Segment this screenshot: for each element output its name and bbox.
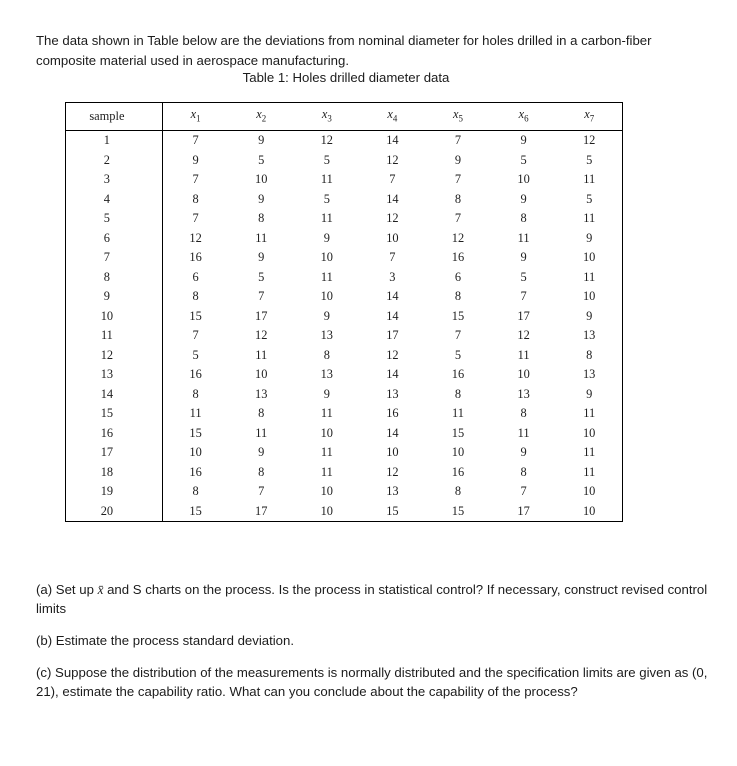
cell-x2: 17 xyxy=(255,503,268,518)
cell-x4: 14 xyxy=(386,191,399,206)
cell-x4: 12 xyxy=(386,211,399,226)
table-row xyxy=(66,229,623,249)
cell-x7: 10 xyxy=(582,425,596,440)
cell-x2: 9 xyxy=(258,133,265,148)
table-row xyxy=(66,404,623,424)
table-row xyxy=(66,502,623,522)
question-c: (c) Suppose the distribution of the measurements is normally distributed and the specification limits are given as (0, 21), estimate the capability ratio. What can you conclude about the capability of the process? xyxy=(36,665,708,699)
cell-x7: 11 xyxy=(583,269,596,284)
table-row xyxy=(66,170,623,190)
cell-x4: 16 xyxy=(386,406,399,421)
cell-x4: 14 xyxy=(386,425,399,440)
cell-sample: 18 xyxy=(66,463,163,483)
cell-x6: 9 xyxy=(520,133,527,148)
cell-sample: 4 xyxy=(66,190,163,210)
cell-x2: 9 xyxy=(258,250,265,265)
cell-x5: 5 xyxy=(454,347,462,362)
cell-x4: 10 xyxy=(386,230,399,245)
cell-x6: 8 xyxy=(520,211,527,226)
cell-sample: 8 xyxy=(66,268,163,288)
cell-x2: 8 xyxy=(258,211,265,226)
cell-x5: 7 xyxy=(454,172,462,187)
cell-x4: 7 xyxy=(389,172,396,187)
cell-x3: 10 xyxy=(320,503,333,518)
data-table-container xyxy=(65,102,623,522)
table-row xyxy=(66,268,623,288)
question-b: (b) Estimate the process standard deviation. xyxy=(36,633,295,648)
table-caption: Table 1: Holes drilled diameter data xyxy=(242,70,450,85)
cell-x7: 9 xyxy=(586,230,593,245)
table-row xyxy=(66,190,623,210)
cell-x5: 10 xyxy=(451,445,465,460)
cell-x5: 15 xyxy=(451,308,465,323)
cell-x5: 7 xyxy=(454,211,462,226)
cell-sample: 20 xyxy=(66,502,163,522)
cell-x5: 16 xyxy=(451,367,465,382)
cell-x7: 9 xyxy=(586,386,593,401)
cell-x3: 12 xyxy=(320,133,333,148)
cell-x5: 11 xyxy=(452,406,464,421)
cell-x2: 11 xyxy=(255,425,268,440)
cell-x6: 10 xyxy=(517,367,530,382)
cell-sample: 9 xyxy=(66,287,163,307)
questions-section xyxy=(36,580,716,701)
cell-x2: 8 xyxy=(258,406,265,421)
cell-x4: 14 xyxy=(386,133,399,148)
cell-x3: 9 xyxy=(323,308,330,323)
cell-x7: 11 xyxy=(583,211,596,226)
table-header xyxy=(66,103,623,131)
cell-x4: 12 xyxy=(386,152,399,167)
cell-x5: 15 xyxy=(451,425,465,440)
cell-x4: 13 xyxy=(386,386,399,401)
table-row xyxy=(66,287,623,307)
table-body xyxy=(66,131,623,522)
cell-sample: 17 xyxy=(66,443,163,463)
table-row xyxy=(66,151,623,171)
table-row xyxy=(66,326,623,346)
cell-x4: 12 xyxy=(386,464,399,479)
table-row xyxy=(66,131,623,151)
cell-x5: 16 xyxy=(451,464,465,479)
cell-x3: 10 xyxy=(320,484,333,499)
cell-x7: 10 xyxy=(582,503,596,518)
column-header-x5: $x_5$ xyxy=(425,103,491,131)
cell-sample: 2 xyxy=(66,151,163,171)
cell-x4: 12 xyxy=(386,347,399,362)
question-a xyxy=(36,580,716,618)
cell-x1: 8 xyxy=(192,484,199,499)
table-row xyxy=(66,443,623,463)
cell-x3: 5 xyxy=(323,152,330,167)
cell-x6: 11 xyxy=(517,230,530,245)
cell-x1: 16 xyxy=(189,367,202,382)
cell-x5: 12 xyxy=(451,230,465,245)
cell-x5: 8 xyxy=(454,289,462,304)
cell-x7: 10 xyxy=(582,289,596,304)
cell-x7: 11 xyxy=(583,172,596,187)
cell-x7: 13 xyxy=(582,367,596,382)
cell-x4: 14 xyxy=(386,308,399,323)
cell-x1: 10 xyxy=(189,445,202,460)
cell-x3: 11 xyxy=(320,211,333,226)
cell-x6: 9 xyxy=(520,445,527,460)
cell-x1: 16 xyxy=(189,250,202,265)
cell-x1: 15 xyxy=(189,425,202,440)
cell-x6: 8 xyxy=(520,464,527,479)
cell-x7: 8 xyxy=(586,347,593,362)
cell-x4: 15 xyxy=(386,503,399,518)
cell-x4: 14 xyxy=(386,367,399,382)
cell-x2: 12 xyxy=(255,328,268,343)
cell-x1: 7 xyxy=(192,328,199,343)
cell-x7: 11 xyxy=(583,406,596,421)
cell-x6: 7 xyxy=(520,484,527,499)
cell-x2: 11 xyxy=(255,230,268,245)
cell-sample: 11 xyxy=(66,326,163,346)
table-row xyxy=(66,463,623,483)
column-header-x4: $x_4$ xyxy=(360,103,426,131)
cell-x5: 8 xyxy=(454,386,462,401)
cell-sample: 15 xyxy=(66,404,163,424)
cell-sample: 13 xyxy=(66,365,163,385)
cell-x7: 10 xyxy=(582,484,596,499)
cell-x3: 10 xyxy=(320,425,333,440)
table-header-row xyxy=(66,103,623,131)
cell-x1: 5 xyxy=(192,347,199,362)
cell-x6: 11 xyxy=(517,425,530,440)
cell-x3: 11 xyxy=(320,269,333,284)
holes-diameter-table xyxy=(65,102,623,522)
table-row xyxy=(66,482,623,502)
column-header-x3: $x_3$ xyxy=(294,103,360,131)
cell-x2: 9 xyxy=(258,191,265,206)
cell-x4: 3 xyxy=(389,269,396,284)
cell-sample: 16 xyxy=(66,424,163,444)
cell-sample: 10 xyxy=(66,307,163,327)
cell-x2: 10 xyxy=(255,367,268,382)
cell-x1: 7 xyxy=(192,172,199,187)
cell-x3: 11 xyxy=(320,406,333,421)
cell-x7: 5 xyxy=(586,191,593,206)
table-row xyxy=(66,424,623,444)
cell-x1: 9 xyxy=(192,152,199,167)
question-a-text-1: (a) Set up xyxy=(36,582,98,597)
table-row xyxy=(66,248,623,268)
cell-x2: 11 xyxy=(255,347,268,362)
cell-x1: 12 xyxy=(189,230,202,245)
cell-x7: 9 xyxy=(586,308,593,323)
cell-x3: 11 xyxy=(320,172,333,187)
cell-x5: 8 xyxy=(454,191,462,206)
cell-sample: 1 xyxy=(66,131,163,151)
cell-x6: 10 xyxy=(517,172,530,187)
cell-x1: 15 xyxy=(189,503,202,518)
cell-x6: 13 xyxy=(517,386,530,401)
cell-x3: 8 xyxy=(323,347,330,362)
cell-sample: 5 xyxy=(66,209,163,229)
column-header-x2: $x_2$ xyxy=(228,103,294,131)
table-row xyxy=(66,209,623,229)
cell-sample: 12 xyxy=(66,346,163,366)
x-bar-symbol: x̄ xyxy=(97,582,104,597)
column-header-x7: $x_7$ xyxy=(556,103,622,131)
cell-x5: 9 xyxy=(454,152,462,167)
cell-x6: 9 xyxy=(520,191,527,206)
column-header-sample: sample xyxy=(66,103,163,131)
cell-x6: 11 xyxy=(517,347,530,362)
column-header-x1: $x_1$ xyxy=(162,103,228,131)
cell-x5: 8 xyxy=(454,484,462,499)
cell-x6: 8 xyxy=(520,406,527,421)
table-row xyxy=(66,365,623,385)
cell-x6: 17 xyxy=(517,308,530,323)
cell-sample: 6 xyxy=(66,229,163,249)
cell-x4: 14 xyxy=(386,289,399,304)
cell-x1: 16 xyxy=(189,464,202,479)
cell-x1: 7 xyxy=(192,211,199,226)
cell-x6: 5 xyxy=(520,269,527,284)
column-header-x6: $x_6$ xyxy=(491,103,557,131)
cell-x7: 11 xyxy=(583,464,596,479)
cell-x3: 9 xyxy=(323,230,330,245)
cell-x7: 10 xyxy=(582,250,596,265)
table-row xyxy=(66,307,623,327)
cell-x6: 5 xyxy=(520,152,527,167)
cell-x3: 11 xyxy=(320,464,333,479)
cell-x2: 9 xyxy=(258,445,265,460)
cell-x2: 7 xyxy=(258,289,265,304)
cell-x6: 17 xyxy=(517,503,530,518)
cell-x7: 12 xyxy=(582,133,596,148)
cell-x2: 5 xyxy=(258,152,265,167)
table-row xyxy=(66,346,623,366)
cell-x2: 10 xyxy=(255,172,268,187)
cell-x4: 17 xyxy=(386,328,399,343)
cell-x3: 10 xyxy=(320,289,333,304)
cell-x6: 12 xyxy=(517,328,530,343)
cell-x3: 10 xyxy=(320,250,333,265)
cell-x1: 7 xyxy=(192,133,199,148)
cell-x3: 9 xyxy=(323,386,330,401)
cell-x1: 15 xyxy=(189,308,202,323)
cell-x1: 8 xyxy=(192,289,199,304)
cell-sample: 3 xyxy=(66,170,163,190)
cell-x7: 11 xyxy=(583,445,596,460)
cell-x2: 8 xyxy=(258,464,265,479)
cell-x1: 11 xyxy=(189,406,202,421)
cell-x5: 15 xyxy=(451,503,465,518)
cell-sample: 19 xyxy=(66,482,163,502)
question-a-text-2: and S charts on the process. Is the process in statistical control? If necessary, construct revised control limits xyxy=(36,582,708,616)
cell-x3: 11 xyxy=(320,445,333,460)
cell-x2: 5 xyxy=(258,269,265,284)
cell-x2: 17 xyxy=(255,308,268,323)
cell-x1: 8 xyxy=(192,386,199,401)
cell-x6: 9 xyxy=(520,250,527,265)
cell-x5: 7 xyxy=(454,133,462,148)
cell-x2: 13 xyxy=(255,386,268,401)
cell-x7: 13 xyxy=(582,328,596,343)
cell-x3: 13 xyxy=(320,328,333,343)
cell-x7: 5 xyxy=(586,152,593,167)
cell-x3: 13 xyxy=(320,367,333,382)
cell-x4: 7 xyxy=(389,250,396,265)
cell-x2: 7 xyxy=(258,484,265,499)
intro-paragraph: The data shown in Table below are the deviations from nominal diameter for holes drilled in a carbon-fiber composite material used in aerospace manufacturing. xyxy=(36,33,652,69)
table-row xyxy=(66,385,623,405)
cell-x1: 6 xyxy=(192,269,199,284)
cell-x6: 7 xyxy=(520,289,527,304)
cell-sample: 7 xyxy=(66,248,163,268)
cell-x1: 8 xyxy=(192,191,199,206)
cell-x5: 16 xyxy=(451,250,465,265)
cell-x4: 13 xyxy=(386,484,399,499)
cell-x5: 6 xyxy=(454,269,462,284)
cell-x4: 10 xyxy=(386,445,399,460)
cell-x3: 5 xyxy=(323,191,330,206)
cell-x5: 7 xyxy=(454,328,462,343)
cell-sample: 14 xyxy=(66,385,163,405)
